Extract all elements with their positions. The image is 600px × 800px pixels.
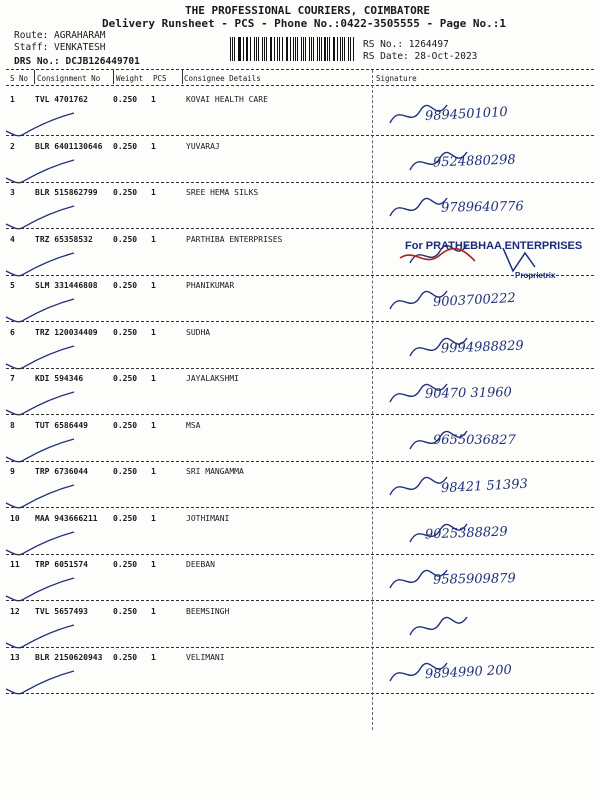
cell-sno: 8 — [10, 420, 15, 430]
company-name: THE PROFESSIONAL COURIERS, COIMBATORE — [185, 4, 431, 17]
table-row — [0, 514, 600, 560]
cell-consignment: TRP 6736044 — [35, 467, 88, 476]
header-top-rule — [6, 69, 594, 70]
cell-sno: 12 — [10, 606, 20, 616]
signature-scribble — [385, 279, 455, 319]
cell-pcs: 1 — [151, 560, 156, 569]
signature-scribble — [405, 140, 475, 180]
cell-pcs: 1 — [151, 374, 156, 383]
cell-weight: 0.250 — [113, 560, 138, 569]
handwritten-phone: 9585909879 — [432, 571, 516, 588]
col-header-sno: S No — [10, 74, 29, 83]
cell-consignee: SRI MANGAMMA — [186, 467, 244, 476]
handwritten-phone: 98421 51393 — [440, 476, 529, 497]
cell-consignment: SLM 331446808 — [35, 281, 98, 290]
cell-pcs: 1 — [151, 234, 156, 244]
row-separator — [6, 693, 594, 694]
signature-scribble — [385, 465, 455, 505]
cell-weight: 0.250 — [113, 234, 138, 244]
row-separator — [6, 461, 594, 462]
handwritten-phone: 9789640776 — [440, 199, 524, 216]
cell-consignee: JAYALAKSHMI — [186, 374, 239, 383]
cell-consignee: MSA — [186, 420, 201, 430]
table-row — [0, 95, 600, 141]
signature-scribble — [385, 651, 455, 691]
cell-pcs: 1 — [151, 141, 156, 151]
handwritten-phone: 9655036827 — [433, 432, 516, 448]
table-row — [0, 607, 600, 653]
row-separator — [6, 275, 594, 276]
cell-consignee: YUVARAJ — [186, 141, 220, 151]
cell-pcs: 1 — [151, 653, 156, 662]
signature-scribble — [385, 372, 455, 412]
cell-sno: 10 — [10, 513, 20, 523]
cell-sno: 6 — [10, 327, 15, 337]
cell-consignee: SUDHA — [186, 327, 211, 337]
cell-weight: 0.250 — [113, 420, 138, 430]
cell-sno: 11 — [10, 560, 20, 569]
cell-sno: 5 — [10, 281, 15, 290]
table-row — [0, 421, 600, 467]
staff-label: Staff: VENKATESH — [14, 42, 106, 53]
handwritten-phone: 9894990 200 — [424, 662, 513, 683]
row-separator — [6, 228, 594, 229]
handwritten-phone: 90470 31960 — [424, 385, 512, 402]
row-separator — [6, 554, 594, 555]
row-separator — [6, 368, 594, 369]
cell-consignment: TRP 6051574 — [35, 560, 88, 569]
table-row — [0, 560, 600, 606]
table-row — [0, 374, 600, 420]
cell-consignment: TUT 6586449 — [35, 420, 88, 430]
column-divider — [182, 70, 183, 84]
cell-sno: 9 — [10, 467, 15, 476]
handwritten-phone: 9025388829 — [424, 524, 508, 542]
cell-weight: 0.250 — [113, 606, 138, 616]
cell-consignment: KDI 594346 — [35, 374, 84, 383]
signature-scribble — [395, 243, 545, 273]
cell-weight: 0.250 — [113, 513, 138, 523]
table-row — [0, 467, 600, 513]
cell-consignment: TVL 4701762 — [35, 95, 88, 104]
barcode-image — [230, 37, 356, 61]
column-divider — [113, 70, 114, 84]
cell-pcs: 1 — [151, 513, 156, 523]
cell-sno: 1 — [10, 95, 15, 104]
cell-consignment: MAA 943666211 — [35, 513, 98, 523]
row-separator — [6, 321, 594, 322]
signature-scribble — [405, 605, 475, 645]
cell-pcs: 1 — [151, 281, 156, 290]
cell-weight: 0.250 — [113, 281, 138, 290]
cell-consignee: DEEBAN — [186, 560, 215, 569]
cell-consignment: BLR 515862799 — [35, 188, 98, 197]
row-separator — [6, 600, 594, 601]
handwritten-phone: 9994988829 — [440, 338, 524, 356]
table-row — [0, 328, 600, 374]
cell-pcs: 1 — [151, 327, 156, 337]
handwritten-phone: 9524880298 — [432, 152, 516, 170]
table-row — [0, 653, 600, 699]
col-header-weight: Weight — [116, 74, 144, 83]
cell-consignee: SREE HEMA SILKS — [186, 188, 259, 197]
cell-sno: 7 — [10, 374, 15, 383]
cell-weight: 0.250 — [113, 374, 138, 383]
route-label: Route: AGRAHARAM — [14, 30, 106, 41]
cell-sno: 3 — [10, 188, 15, 197]
rs-date: RS Date: 28-Oct-2023 — [363, 51, 478, 62]
cell-sno: 13 — [10, 653, 20, 662]
runsheet-title: Delivery Runsheet - PCS - Phone No.:0422-3505555 - Page No.:1 — [102, 17, 506, 30]
cell-weight: 0.250 — [113, 467, 138, 476]
cell-weight: 0.250 — [113, 653, 138, 662]
cell-pcs: 1 — [151, 467, 156, 476]
signature-scribble — [405, 326, 475, 366]
column-divider — [34, 70, 35, 84]
cell-pcs: 1 — [151, 420, 156, 430]
drs-number: DRS No.: DCJB126449701 — [14, 56, 140, 67]
cell-weight: 0.250 — [113, 188, 138, 197]
cell-consignee: JOTHIMANI — [186, 513, 230, 523]
cell-consignee: PHANIKUMAR — [186, 281, 235, 290]
row-separator — [6, 647, 594, 648]
row-separator — [6, 182, 594, 183]
signature-scribble — [405, 512, 475, 552]
handwritten-phone: 9003700222 — [432, 290, 517, 311]
stamp-role: Proprietrix — [515, 271, 556, 280]
signature-scribble — [405, 419, 475, 459]
cell-pcs: 1 — [151, 188, 156, 197]
cell-consignment: TRZ 65358532 — [35, 234, 93, 244]
cell-consignment: TVL 5657493 — [35, 606, 88, 616]
cell-pcs: 1 — [151, 606, 156, 616]
handwritten-phone: 9894501010 — [424, 104, 509, 125]
table-row — [0, 188, 600, 234]
cell-consignee: KOVAI HEALTH CARE — [186, 95, 268, 104]
row-separator — [6, 414, 594, 415]
signature-scribble — [385, 558, 455, 598]
col-header-signature: Signature — [376, 74, 417, 83]
cell-weight: 0.250 — [113, 141, 138, 151]
signature-scribble — [385, 93, 455, 133]
header-bottom-rule — [6, 85, 594, 86]
table-row — [0, 142, 600, 188]
table-row — [0, 281, 600, 327]
cell-weight: 0.250 — [113, 327, 138, 337]
signature-scribble — [385, 186, 455, 226]
cell-sno: 2 — [10, 141, 15, 151]
cell-sno: 4 — [10, 234, 15, 244]
cell-consignment: BLR 6401130646 — [35, 141, 103, 151]
cell-consignment: BLR 2150620943 — [35, 653, 103, 662]
col-header-consignee: Consignee Details — [184, 74, 261, 83]
shop-stamp: For PRATHEBHAA ENTERPRISES — [405, 240, 583, 252]
row-separator — [6, 135, 594, 136]
cell-consignment: TRZ 120034409 — [35, 327, 98, 337]
cell-weight: 0.250 — [113, 95, 138, 104]
cell-consignee: VELIMANI — [186, 653, 225, 662]
rs-number: RS No.: 1264497 — [363, 39, 449, 50]
col-header-consignment: Consignment No — [37, 74, 101, 83]
cell-consignee: BEEMSINGH — [186, 606, 230, 616]
cell-consignee: PARTHIBA ENTERPRISES — [186, 234, 283, 244]
row-separator — [6, 507, 594, 508]
cell-pcs: 1 — [151, 95, 156, 104]
col-header-pcs: PCS — [153, 74, 167, 83]
